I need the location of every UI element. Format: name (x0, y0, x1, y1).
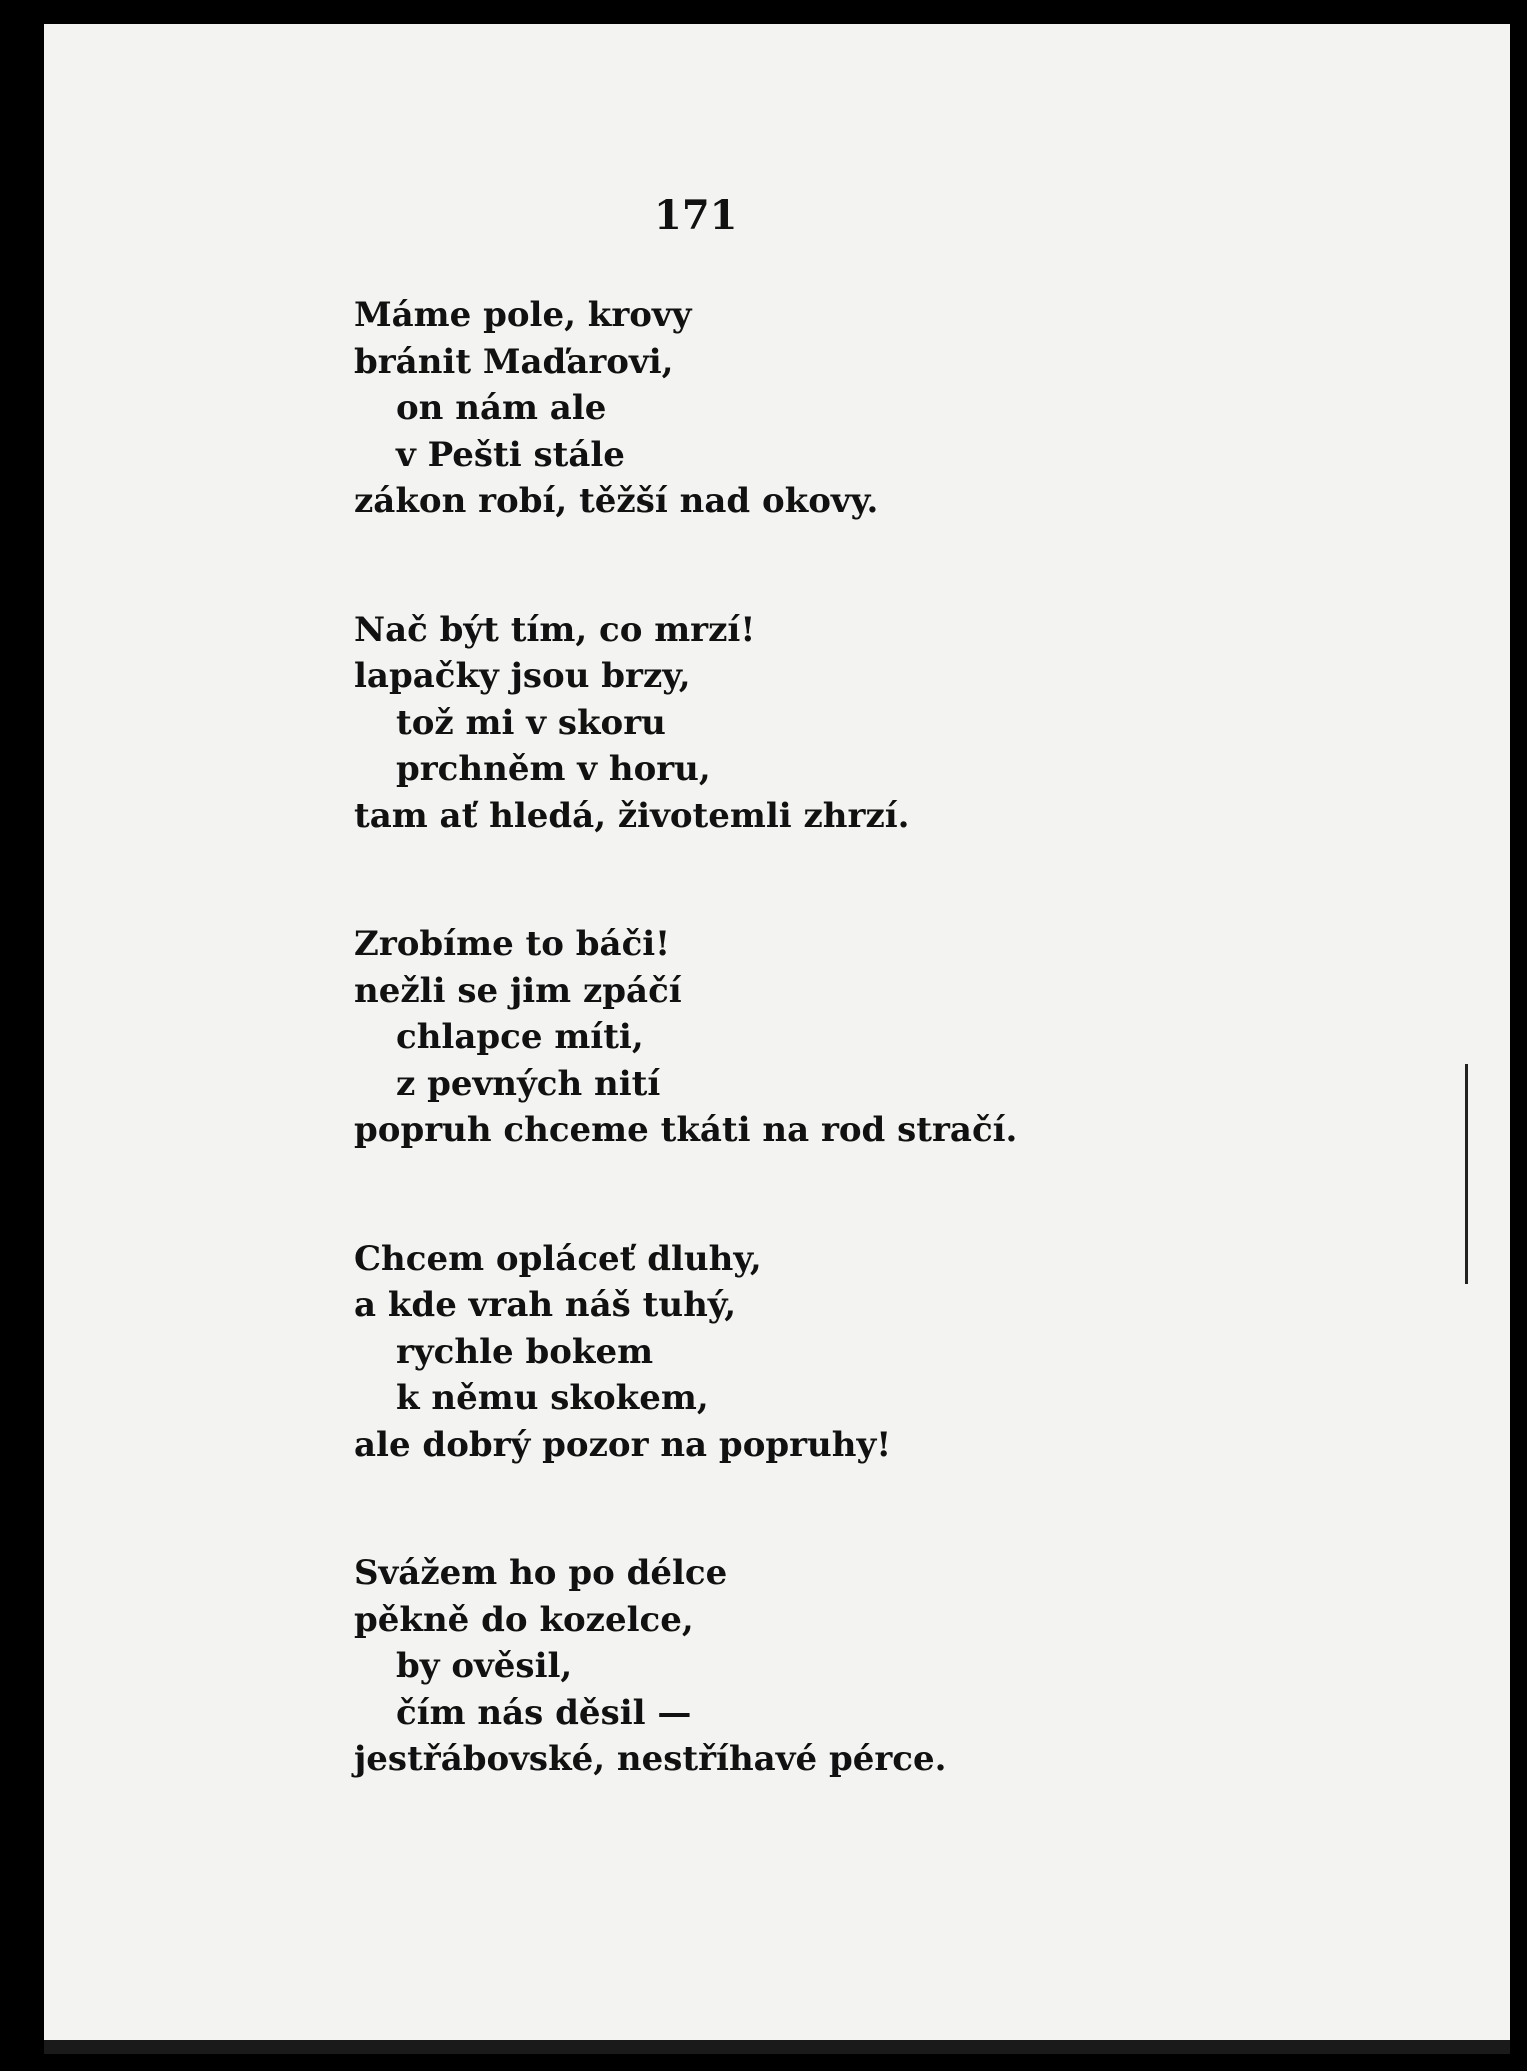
page-edge-mark (1465, 1064, 1468, 1284)
poem-line: nežli se jim zpáčí (354, 970, 682, 1011)
poem-line: by ověsil, (396, 1646, 573, 1686)
poem-line: chlapce míti, (396, 1017, 644, 1057)
bottom-edge (44, 2040, 1510, 2054)
stanza-3 (354, 921, 1017, 1154)
poem-line: on nám ale (396, 388, 607, 428)
stanza-5 (354, 1550, 1017, 1783)
poem-line: ale dobrý pozor na popruhy! (354, 1424, 892, 1465)
poem-line: prchněm v horu, (396, 749, 711, 789)
stanza-2 (354, 607, 1017, 840)
poem-line: tam ať hledá, životemli zhrzí. (354, 795, 910, 836)
poem-line: zákon robí, těžší nad okovy. (354, 481, 879, 521)
poem-line: k němu skokem, (396, 1378, 709, 1418)
poem-line: jestřábovské, nestříhavé pérce. (354, 1739, 947, 1779)
stanza-1 (354, 292, 1017, 525)
poem-line: Nač být tím, co mrzí! (354, 609, 756, 650)
poem-line: rychle bokem (396, 1331, 654, 1372)
poem-line: čím nás děsil — (396, 1692, 692, 1733)
poem-line: Zrobíme to báči! (354, 924, 671, 964)
poem-line: tož mi v skoru (396, 702, 666, 743)
poem-line: Chcem opláceť dluhy, (354, 1238, 762, 1279)
page-number: 171 (654, 192, 738, 239)
poem-line: lapačky jsou brzy, (354, 656, 691, 696)
poem-line: z pevných nití (396, 1063, 661, 1104)
stanza-4 (354, 1236, 1017, 1469)
poem-line: popruh chceme tkáti na rod stračí. (354, 1110, 1018, 1150)
poem-line: v Pešti stále (396, 434, 625, 475)
poem (354, 292, 1017, 1865)
poem-line: bránit Maďarovi, (354, 341, 674, 382)
poem-line: Máme pole, krovy (354, 295, 692, 335)
book-page (44, 24, 1510, 2054)
poem-line: a kde vrah náš tuhý, (354, 1285, 737, 1325)
poem-line: Svážem ho po délce (354, 1553, 728, 1593)
poem-line: pěkně do kozelce, (354, 1599, 694, 1640)
